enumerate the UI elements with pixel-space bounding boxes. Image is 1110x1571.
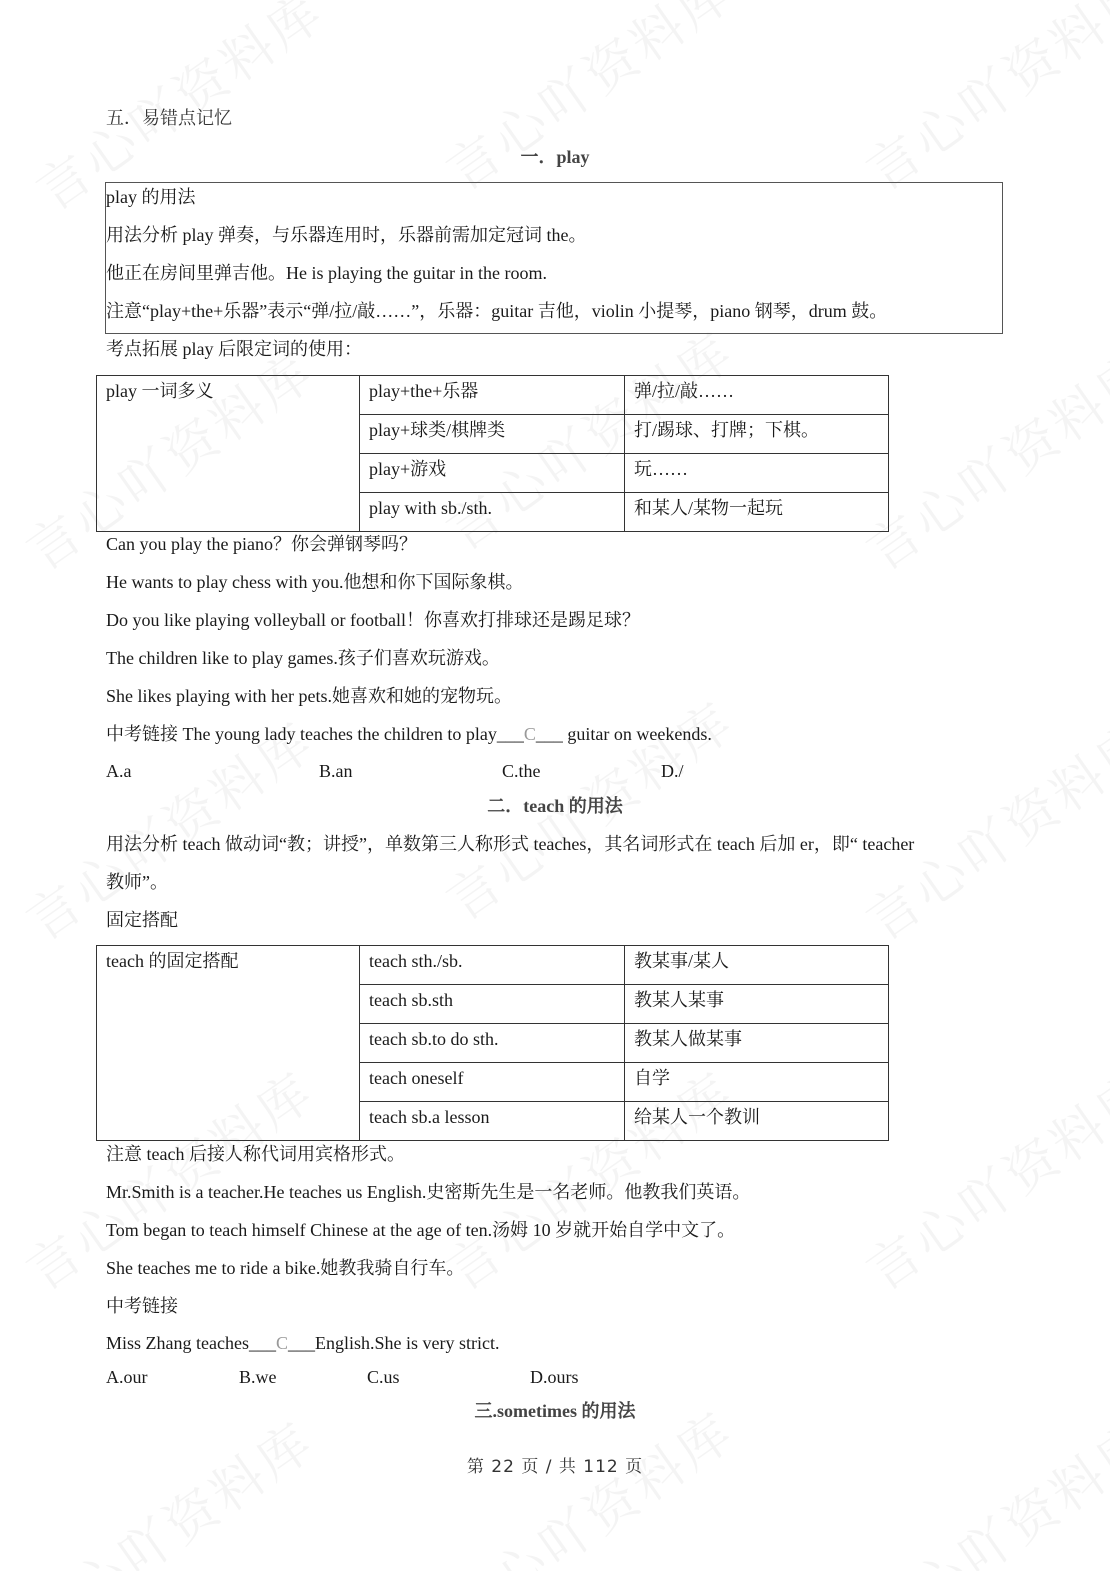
- teach-example-1: Mr.Smith is a teacher.He teaches us English.史密斯先生是一名老师。他教我们英语。: [106, 1182, 751, 1202]
- sometimes-heading: 三.sometimes 的用法: [474, 1401, 636, 1421]
- exam-answer: C: [523, 724, 536, 744]
- table-label-cell: play 一词多义: [97, 376, 360, 532]
- teach-analysis-line2: 教师”。: [106, 872, 168, 892]
- teach-exam-title: 中考链接: [106, 1296, 178, 1316]
- teach-exam-option-a: A.our: [106, 1367, 148, 1387]
- play-meaning-table: [96, 375, 889, 532]
- table-phrase-cell: play+球类/棋牌类: [360, 415, 625, 454]
- table-meaning-cell: 给某人一个教训: [625, 1102, 889, 1141]
- table-meaning-cell: 打/踢球、打牌；下棋。: [625, 415, 889, 454]
- table-phrase-cell: teach sb.to do sth.: [360, 1024, 625, 1063]
- teach-note: 注意 teach 后接人称代词用宾格形式。: [106, 1144, 405, 1164]
- play-box-example: 他正在房间里弹吉他。He is playing the guitar in the room.: [106, 263, 547, 283]
- teach-collocation-table: [96, 945, 889, 1141]
- table-phrase-cell: teach sth./sb.: [360, 946, 625, 985]
- play-exam-option-d: D./: [661, 761, 684, 781]
- table-meaning-cell: 玩……: [625, 454, 889, 493]
- table-meaning-cell: 教某人做某事: [625, 1024, 889, 1063]
- play-heading: 一．play: [520, 147, 590, 167]
- table-phrase-cell: play with sb./sth.: [360, 493, 625, 532]
- exam-answer: C: [275, 1333, 288, 1353]
- table-phrase-cell: play+the+乐器: [360, 376, 625, 415]
- exam-question-prefix: 中考链接 The young lady teaches the children to play: [106, 724, 497, 744]
- exam-blank: ___: [496, 724, 524, 744]
- teach-example-3: She teaches me to ride a bike.她教我骑自行车。: [106, 1258, 465, 1278]
- table-phrase-cell: play+游戏: [360, 454, 625, 493]
- play-exam-option-b: B.an: [319, 761, 353, 781]
- table-meaning-cell: 教某人某事: [625, 985, 889, 1024]
- play-exam-option-c: C.the: [502, 761, 541, 781]
- teach-heading: 二．teach 的用法: [487, 796, 623, 816]
- page-number-footer: 第 22 页 / 共 112 页: [466, 1457, 644, 1477]
- play-exam-option-a: A.a: [106, 761, 132, 781]
- teach-fixed-title: 固定搭配: [106, 910, 178, 930]
- table-row: [97, 376, 889, 415]
- teach-exam-option-b: B.we: [239, 1367, 277, 1387]
- play-exam-question: [106, 722, 712, 746]
- exam-blank: ___: [287, 1333, 315, 1353]
- play-extension-title: 考点拓展 play 后限定词的使用：: [106, 339, 362, 359]
- play-box-analysis: 用法分析 play 弹奏，与乐器连用时，乐器前需加定冠词 the。: [106, 225, 587, 245]
- play-usage-box: [105, 182, 1003, 334]
- play-box-title: play 的用法: [106, 187, 196, 207]
- exam-blank: ___: [535, 724, 563, 744]
- table-meaning-cell: 弹/拉/敲……: [625, 376, 889, 415]
- teach-example-2: Tom began to teach himself Chinese at the age of ten.汤姆 10 岁就开始自学中文了。: [106, 1220, 736, 1240]
- table-meaning-cell: 教某事/某人: [625, 946, 889, 985]
- teach-exam-option-c: C.us: [367, 1367, 400, 1387]
- table-meaning-cell: 自学: [625, 1063, 889, 1102]
- exam-question-suffix: English.She is very strict.: [314, 1333, 500, 1353]
- teach-analysis-line1: 用法分析 teach 做动词“教；讲授”，单数第三人称形式 teaches，其名词形式在 teach 后加 er，即“ teacher: [106, 834, 915, 854]
- section-title: 五．易错点记忆: [106, 108, 232, 128]
- play-example-4: The children like to play games.孩子们喜欢玩游戏。: [106, 648, 500, 668]
- play-example-5: She likes playing with her pets.她喜欢和她的宠物玩。: [106, 686, 512, 706]
- table-row: [97, 946, 889, 985]
- table-phrase-cell: teach sb.sth: [360, 985, 625, 1024]
- teach-exam-question: [106, 1331, 499, 1355]
- play-example-1: Can you play the piano？你会弹钢琴吗？: [106, 534, 417, 554]
- play-example-2: He wants to play chess with you.他想和你下国际象棋。: [106, 572, 524, 592]
- play-example-3: Do you like playing volleyball or football！你喜欢打排球还是踢足球？: [106, 610, 640, 630]
- table-phrase-cell: teach sb.a lesson: [360, 1102, 625, 1141]
- table-label-cell: teach 的固定搭配: [97, 946, 360, 1141]
- play-box-note: 注意“play+the+乐器”表示“弹/拉/敲……”，乐器：guitar 吉他，violin 小提琴，piano 钢琴，drum 鼓。: [106, 301, 888, 321]
- exam-question-suffix: guitar on weekends.: [562, 724, 712, 744]
- teach-exam-option-d: D.ours: [530, 1367, 579, 1387]
- exam-blank: ___: [248, 1333, 276, 1353]
- exam-question-prefix: Miss Zhang teaches: [106, 1333, 249, 1353]
- table-phrase-cell: teach oneself: [360, 1063, 625, 1102]
- table-meaning-cell: 和某人/某物一起玩: [625, 493, 889, 532]
